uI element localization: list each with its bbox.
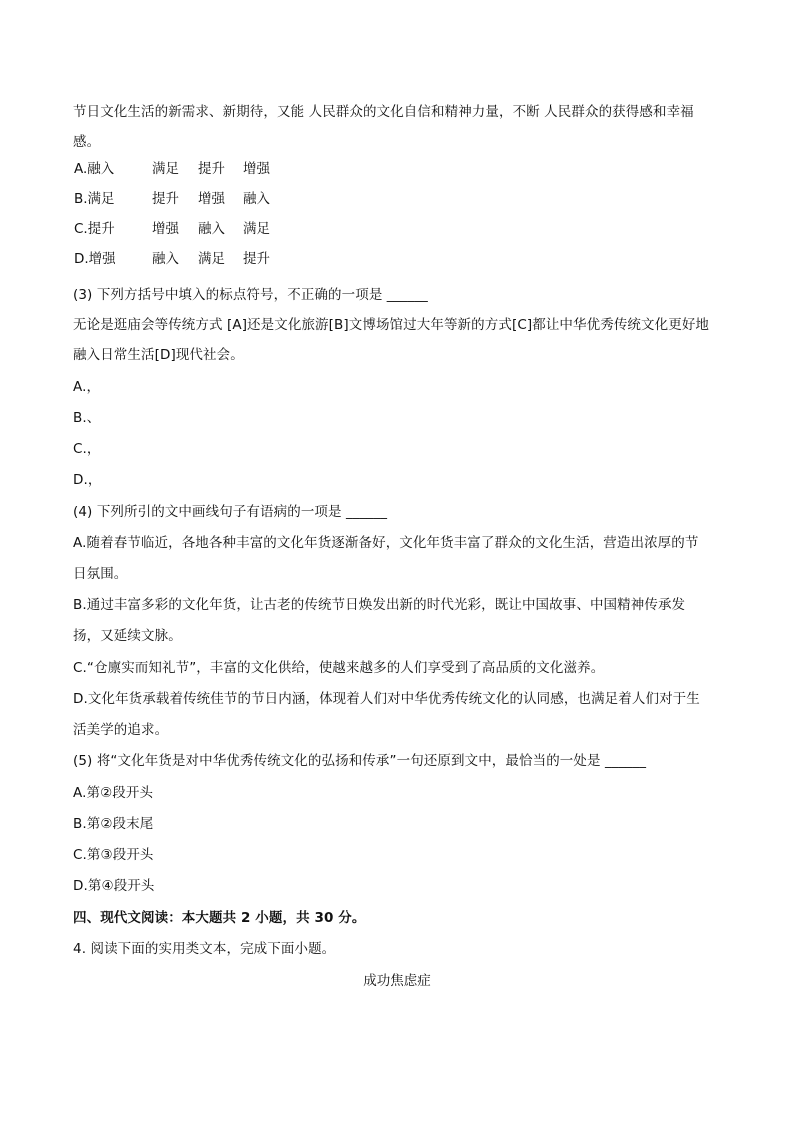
q4-stem: (4) 下列所引的文中画线句子有语病的一项是 ______ <box>73 504 388 520</box>
q3-option-d: D.， <box>73 472 102 488</box>
option-label: D.增强 <box>74 251 116 267</box>
option-word: 增强 <box>243 161 270 177</box>
q3-text-line-1: 无论是逛庙会等传统方式 [A]还是文化旅游[B]文博场馆过大年等新的方式[C]都让中华优秀传统文化更好地 <box>73 317 710 333</box>
option-label: A.融入 <box>74 161 115 177</box>
option-word: 融入 <box>243 191 270 207</box>
q3-option-a: A.， <box>73 379 101 395</box>
option-word: 满足 <box>243 221 270 237</box>
option-label: C.提升 <box>74 221 115 237</box>
intro-line-1: 节日文化生活的新需求、新期待，又能 人民群众的文化自信和精神力量，不断 人民群众的获得感和幸福 <box>73 104 694 120</box>
q4-option-b-line-1: B.通过丰富多彩的文化年货，让古老的传统节日焕发出新的时代光彩，既让中国故事、中国精神传承发 <box>73 597 686 613</box>
q4-option-c: C.“仓廪实而知礼节”，丰富的文化供给，使越来越多的人们享受到了高品质的文化滋养。 <box>73 660 605 676</box>
option-word: 满足 <box>152 161 179 177</box>
q5-stem: (5) 将“文化年货是对中华优秀传统文化的弘扬和传承”一句还原到文中，最恰当的一处是 ______ <box>73 753 647 769</box>
intro-line-2: 感。 <box>73 134 101 150</box>
q5-option-a: A.第②段开头 <box>73 785 154 801</box>
section-heading: 四、现代文阅读：本大题共 2 小题，共 30 分。 <box>73 910 366 926</box>
article-title: 成功焦虑症 <box>363 973 431 989</box>
q3-option-c: C.， <box>73 441 101 457</box>
option-label: B.满足 <box>74 191 115 207</box>
q3-option-b: B.、 <box>73 410 101 426</box>
question-4-intro: 4. 阅读下面的实用类文本，完成下面小题。 <box>73 941 336 957</box>
q5-option-c: C.第③段开头 <box>73 847 154 863</box>
option-word: 融入 <box>152 251 179 267</box>
option-word: 提升 <box>198 161 225 177</box>
q4-option-b-line-2: 扬，又延续文脉。 <box>73 628 182 644</box>
q3-text-line-2: 融入日常生活[D]现代社会。 <box>73 347 244 363</box>
option-word: 增强 <box>198 191 225 207</box>
q4-option-a-line-1: A.随着春节临近，各地各种丰富的文化年货逐渐备好，文化年货丰富了群众的文化生活，营造出浓厚的节 <box>73 535 699 551</box>
option-word: 提升 <box>152 191 179 207</box>
q5-option-b: B.第②段末尾 <box>73 816 154 832</box>
option-word: 融入 <box>198 221 225 237</box>
option-word: 提升 <box>243 251 270 267</box>
option-word: 增强 <box>152 221 179 237</box>
q3-stem: (3) 下列方括号中填入的标点符号，不正确的一项是 ______ <box>73 287 428 303</box>
q4-option-d-line-1: D.文化年货承载着传统佳节的节日内涵，体现着人们对中华优秀传统文化的认同感，也满足着人们对于生 <box>73 691 700 707</box>
q5-option-d: D.第④段开头 <box>73 878 155 894</box>
option-word: 满足 <box>198 251 225 267</box>
q4-option-d-line-2: 活美学的追求。 <box>73 722 169 738</box>
q4-option-a-line-2: 日氛围。 <box>73 566 128 582</box>
